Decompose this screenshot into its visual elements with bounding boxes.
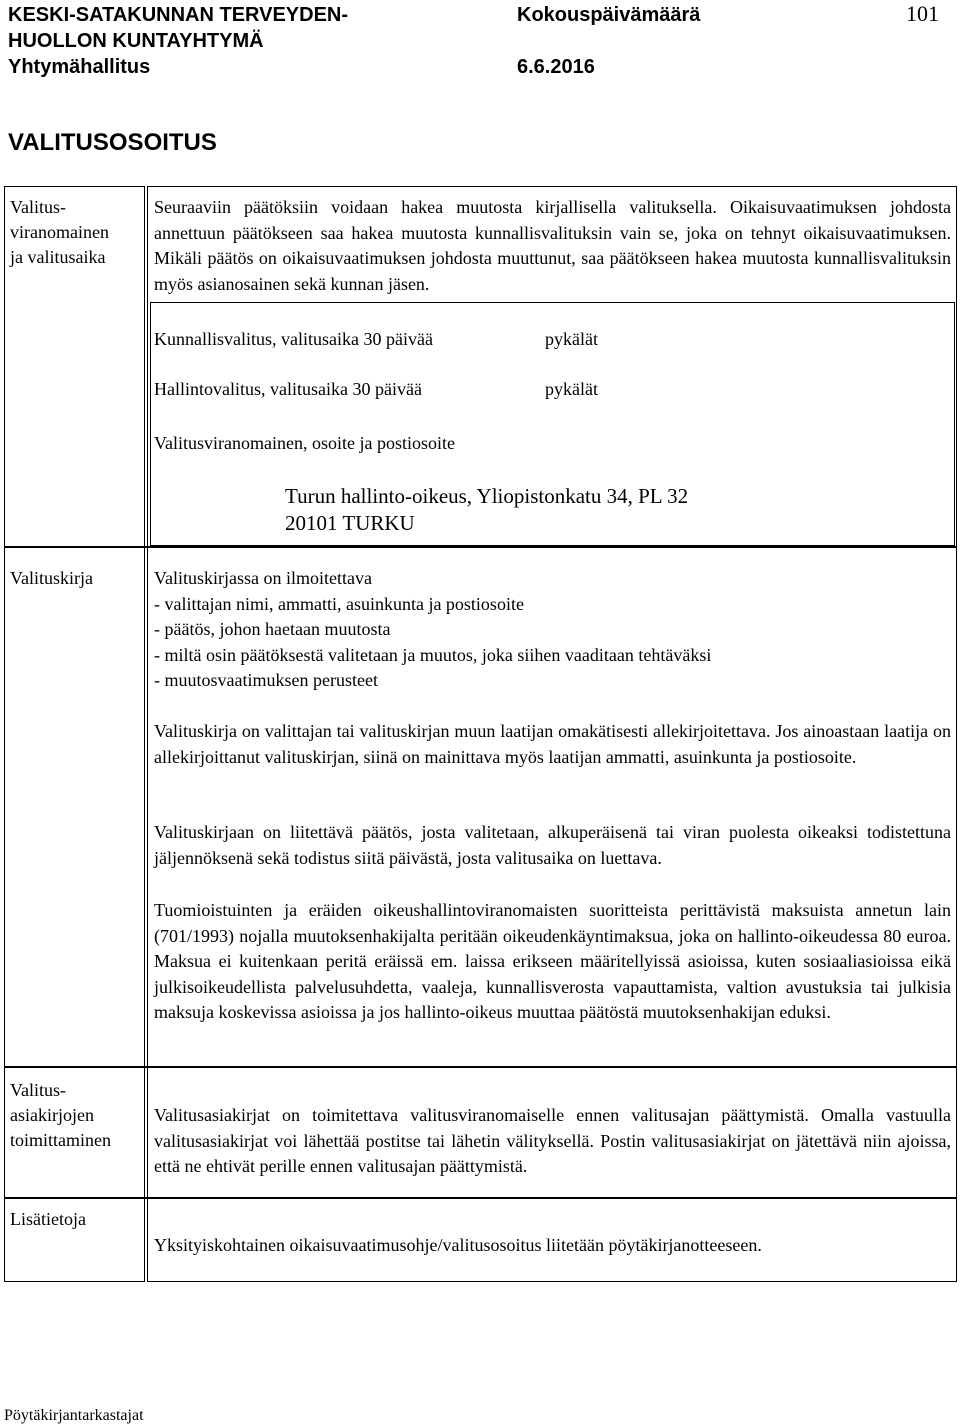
appeal-document-requirements bbox=[154, 566, 951, 694]
delivery-paragraph: Valitusasiakirjat on toimitettava valitusviranomaiselle ennen valitusajan päättymistä. Omalla vastuulla valitusasiakirjat voi lähettää postitse tai lähetin välityksellä. Postin valitusasiakirjat on jätettävä niin ajoissa, että ne ehtivät perille ennen valitusajan päättymistä. bbox=[154, 1105, 951, 1176]
label-line: asiakirjojen bbox=[10, 1105, 94, 1125]
label-line: viranomainen bbox=[10, 222, 109, 242]
requirement-item: - miltä osin päätöksestä valitetaan ja muutos, joka siihen vaaditaan tehtäväksi bbox=[154, 644, 712, 665]
appeal-type-municipal-sections: pykälät bbox=[545, 329, 598, 349]
attachments-paragraph: Valituskirjaan on liitettävä päätös, josta valitetaan, alkuperäisenä tai viran puolesta oikeaksi todistettuna jäljennöksenä sekä todistus siitä päivästä, josta valitusaika on luettava. bbox=[154, 822, 951, 868]
label-appeal-authority bbox=[10, 195, 138, 270]
requirement-item: - valittajan nimi, ammatti, asuinkunta ja postiosoite bbox=[154, 593, 524, 614]
appeal-type-municipal: Kunnallisvalitus, valitusaika 30 päivää bbox=[154, 329, 433, 349]
appeal-authority-address bbox=[285, 483, 688, 537]
signing-paragraph: Valituskirja on valittajan tai valituskirjan muun laatijan omakätisesti allekirjoitettava. Jos ainoastaan laatija on allekirjoittanut valituskirjan, siinä on mainittava myös laatijan ammatti, asuinkunta ja postiosoite. bbox=[154, 721, 951, 767]
organization-line-1: KESKI-SATAKUNNAN TERVEYDEN- bbox=[8, 4, 349, 26]
appeal-authority-heading: Valitusviranomainen, osoite ja postiosoite bbox=[154, 433, 455, 453]
section-divider bbox=[4, 1066, 957, 1068]
page-title: VALITUSOSOITUS bbox=[8, 129, 217, 156]
address-line-1: Turun hallinto-oikeus, Yliopistonkatu 34, PL 32 bbox=[285, 484, 689, 508]
requirements-intro: Valituskirjassa on ilmoitettava bbox=[154, 568, 372, 588]
appeal-type-administrative: Hallintovalitus, valitusaika 30 päivää bbox=[154, 379, 422, 399]
section-divider bbox=[4, 546, 957, 548]
label-line: toimittaminen bbox=[10, 1130, 111, 1150]
label-more-info: Lisätietoja bbox=[10, 1209, 86, 1229]
label-line: Valitus- bbox=[10, 1080, 66, 1100]
minutes-reviewers-label: Pöytäkirjantarkastajat bbox=[4, 1407, 144, 1424]
meeting-date: 6.6.2016 bbox=[517, 56, 595, 78]
organization-name bbox=[8, 2, 348, 80]
meeting-date-block bbox=[517, 2, 700, 80]
appeal-type-administrative-sections: pykälät bbox=[545, 379, 598, 399]
organization-line-2: HUOLLON KUNTAYHTYMÄ bbox=[8, 30, 264, 52]
governing-body: Yhtymähallitus bbox=[8, 56, 151, 78]
authority-intro-paragraph: Seuraaviin päätöksiin voidaan hakea muutosta kirjallisella valituksella. Oikaisuvaatimuksen johdosta annettuun päätökseen saa hakea muutosta kunnallisvalituksin vain se, joka on tehnyt oikaisuvaatimuksen. Mikäli päätös on oikaisuvaatimuksen johdosta muuttunut, saa päätökseen hakea muutosta kunnallisvalituksin myös asianosainen sekä kunnan jäsen. bbox=[154, 197, 951, 294]
page-number: 101 bbox=[906, 1, 939, 26]
requirement-item: - päätös, johon haetaan muutosta bbox=[154, 619, 391, 639]
address-line-2: 20101 TURKU bbox=[285, 511, 415, 535]
label-line: Valitus- bbox=[10, 197, 66, 217]
label-line: ja valitusaika bbox=[10, 247, 106, 267]
label-document-delivery bbox=[10, 1078, 138, 1153]
fee-paragraph: Tuomioistuinten ja eräiden oikeushallintoviranomaisten suoritteista perittävistä maksuista annetun lain (701/1993) nojalla muutoksenhakijalta peritään oikeudenkäyntimaksua, joka on hallinto-oikeudessa 80 euroa. Maksua ei kuitenkaan peritä eräissä em. laissa erikseen määritellyissä asioissa, kuten sosiaaliasioissa eikä julkisoikeudellista palvelusuhdetta, vaaleja, kunnallisverosta vapauttamista, valtion avustuksia tai julkisia maksuja koskevissa asioissa ja jos hallinto-oikeus muuttaa päätöstä muutoksenhakijan eduksi. bbox=[154, 900, 951, 1022]
label-appeal-document: Valituskirja bbox=[10, 568, 93, 588]
section-divider bbox=[4, 1197, 957, 1199]
requirement-item: - muutosvaatimuksen perusteet bbox=[154, 670, 378, 690]
meeting-date-label: Kokouspäivämäärä bbox=[517, 4, 701, 26]
more-info-text: Yksityiskohtainen oikaisuvaatimusohje/valitusosoitus liitetään pöytäkirjanotteeseen. bbox=[154, 1235, 762, 1255]
